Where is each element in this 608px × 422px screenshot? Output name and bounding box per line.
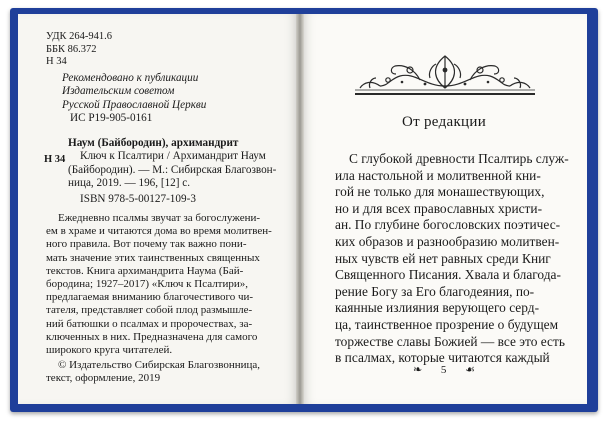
isbn: ISBN 978-5-00127-109-3 — [80, 192, 196, 205]
text-line: ных чувств ей нет равных среди Книг — [335, 250, 551, 266]
page-title: От редакции — [401, 114, 487, 130]
bibliographic-description — [68, 150, 282, 190]
recommendation-line: Рекомендовано к публикации — [62, 71, 199, 84]
author-heading: Наум (Байбородин), архимандрит — [68, 136, 239, 149]
catalog-mark: Н 34 — [44, 153, 66, 165]
annotation-line: ем в храме и читаются дома во время молитвен- — [46, 225, 272, 238]
copyright — [46, 359, 282, 385]
bib-line: ница, 2019. — 196, [12] с. — [68, 177, 191, 190]
page-number: 5 — [440, 364, 447, 376]
text-line: ила настольной и молитвенной кни- — [335, 167, 541, 183]
bib-line: Ключ к Псалтири / Архимандрит Наум — [80, 150, 266, 163]
text-line: ан. По глубине богословских поэтичес- — [335, 217, 561, 233]
annotation-line: бородина; 1927–2017) «Ключ к Псалтири», — [46, 277, 249, 290]
text-line: торжестве славы Божией — все это есть — [335, 333, 565, 349]
annotation-line: предлагаемая вниманию благочестивого чи- — [46, 291, 254, 304]
text-line: в псалмах, которые читаются каждый — [335, 350, 550, 366]
annotation-line: текстов. Книга архимандрита Наума (Бай- — [46, 264, 244, 277]
recommendation-line: Издательским советом — [62, 85, 175, 98]
classification-codes — [46, 30, 282, 68]
floral-headpiece-ornament — [350, 50, 540, 100]
text-line: но и для всех православных христи- — [335, 200, 543, 216]
catalog-record — [46, 137, 282, 206]
annotation-line: ний батюшки о псалмах и пророчествах, за- — [46, 317, 253, 330]
recommendation-block — [62, 72, 282, 126]
annotation-line: ключенных в них. Предназначена для самого — [46, 330, 258, 343]
bib-line: (Байбородин). — М.: Сибирская Благозвон- — [68, 163, 277, 176]
udk-code: УДК 264-941.6 — [46, 31, 113, 42]
recommendation-line: Русской Православной Церкви — [62, 98, 207, 111]
folio-ornament-right-icon: ☙ — [465, 364, 476, 376]
annotation-line: Ежедневно псалмы звучат за богослужени- — [58, 211, 261, 224]
book-gutter — [296, 14, 304, 404]
annotation — [46, 212, 282, 357]
page-folio — [301, 363, 587, 376]
text-line: С глубокой древности Псалтирь служ- — [349, 151, 569, 166]
folio-ornament-left-icon: ❧ — [412, 364, 423, 376]
text-line: гой не только для монашествующих, — [335, 184, 545, 200]
annotation-line: широкого круга читателей. — [46, 343, 173, 356]
imprint-block — [46, 30, 282, 386]
body-text — [335, 151, 569, 367]
text-line: ких образов и разнообразию молитвен- — [335, 233, 560, 249]
text-line: каянные излияния верующего серд- — [335, 300, 540, 316]
text-line: рение Богу за Его благодеяния, по- — [335, 283, 535, 299]
text-line: Священного Писания. Хвала и благода- — [335, 267, 561, 283]
bbk-code: ББК 86.372 — [46, 43, 97, 55]
text-line: ца, таинственное прозрение о будущем — [335, 316, 559, 332]
annotation-line: ного правила. Вот почему так важно пони- — [46, 238, 247, 251]
author-mark: Н 34 — [46, 56, 67, 67]
annotation-line: мать значение этих таинственных священных — [46, 251, 260, 264]
copyright-line: © Издательство Сибирская Благозвонница, — [58, 359, 261, 372]
approval-number: ИС Р19-905-0161 — [70, 112, 153, 125]
annotation-line: тателя, представляет собой плод размышле- — [46, 304, 253, 317]
copyright-line: текст, оформление, 2019 — [46, 372, 161, 385]
